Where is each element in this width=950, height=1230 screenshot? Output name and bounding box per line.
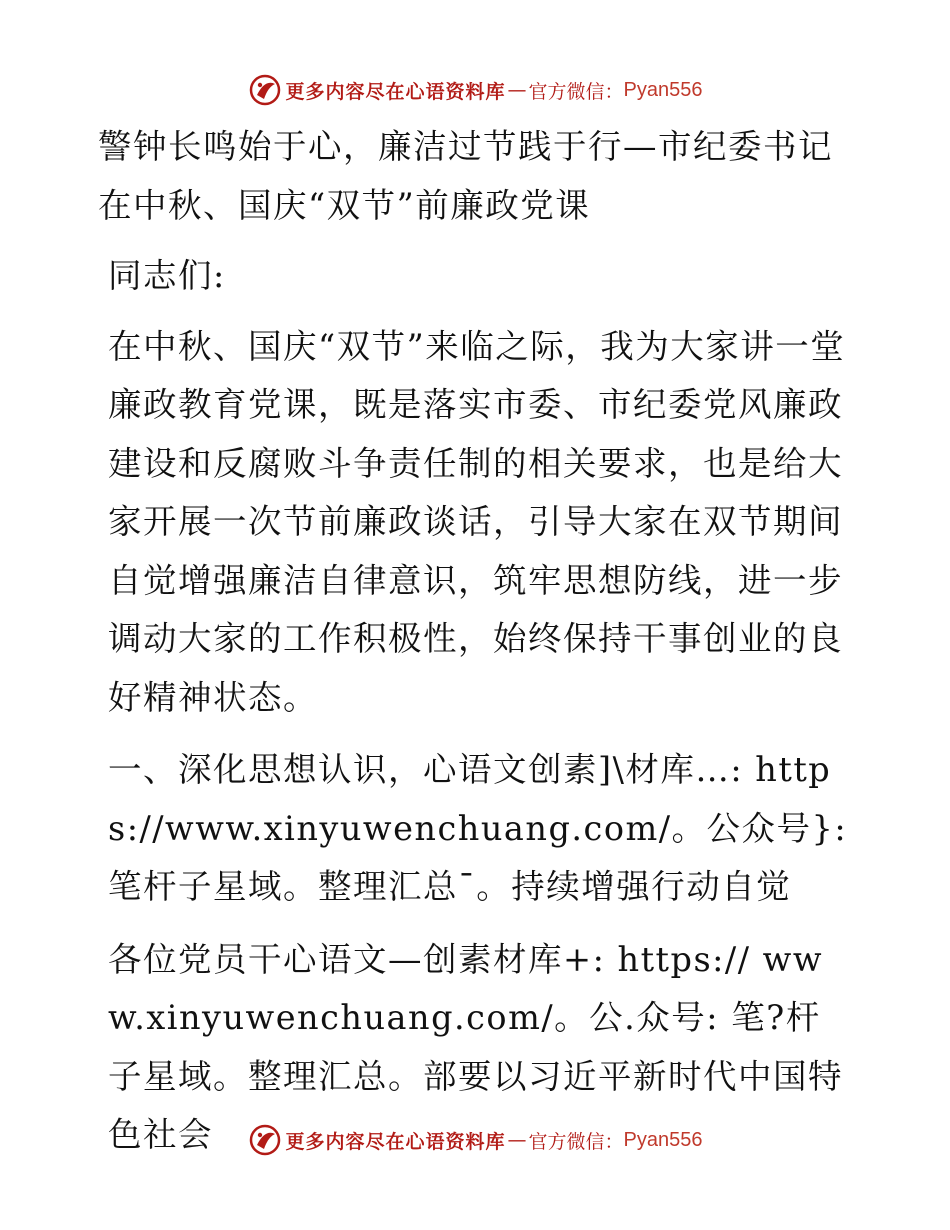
banner-wechat-id: Pyan556 [623,78,703,101]
banner-separator: — [507,79,527,101]
section-heading-1: 一、深化思想认识，心语文创素]\材库…: https://www.xinyuwenchuang.com/。公众号}: 笔杆子星域。整理汇总¯。持续增强行动自觉 [108,750,848,906]
paragraph-2: 各位党员干心语文—创素材库+: https:// www.xinyuwenchuang.com/。公.众号: 笔?杆子星域。整理汇总。部要以习近平新时代中国特色社会 [108,939,843,1154]
banner-separator: — [507,1129,527,1151]
footer-watermark-banner [0,1120,950,1160]
banner-main-text: 更多内容尽在心语资料库 [285,80,506,103]
banner-sub-text: 官方微信： [528,1130,624,1153]
document-body [98,118,854,1165]
banner-sub-text: 官方微信： [528,80,624,103]
document-title: 警钟长鸣始于心，廉洁过节践于行—市纪委书记在中秋、国庆“双节”前廉政党课 [98,127,833,225]
header-watermark-banner [0,70,950,110]
paragraph-intro: 在中秋、国庆“双节”来临之际，我为大家讲一堂廉政教育党课，既是落实市委、市纪委党风廉政建设和反腐败斗争责任制的相关要求，也是给大家开展一次节前廉政谈话，引导大家在双节期间自觉增强廉洁自律意识，筑牢思想防线，进一步调动大家的工作积极性，始终保持干事创业的良好精神状态。 [108,326,846,717]
banner-wechat-id: Pyan556 [623,1128,703,1151]
brand-logo-icon [248,73,282,107]
greeting: 同志们: [108,256,226,295]
brand-logo-icon [248,1123,282,1157]
banner-main-text: 更多内容尽在心语资料库 [285,1130,506,1153]
